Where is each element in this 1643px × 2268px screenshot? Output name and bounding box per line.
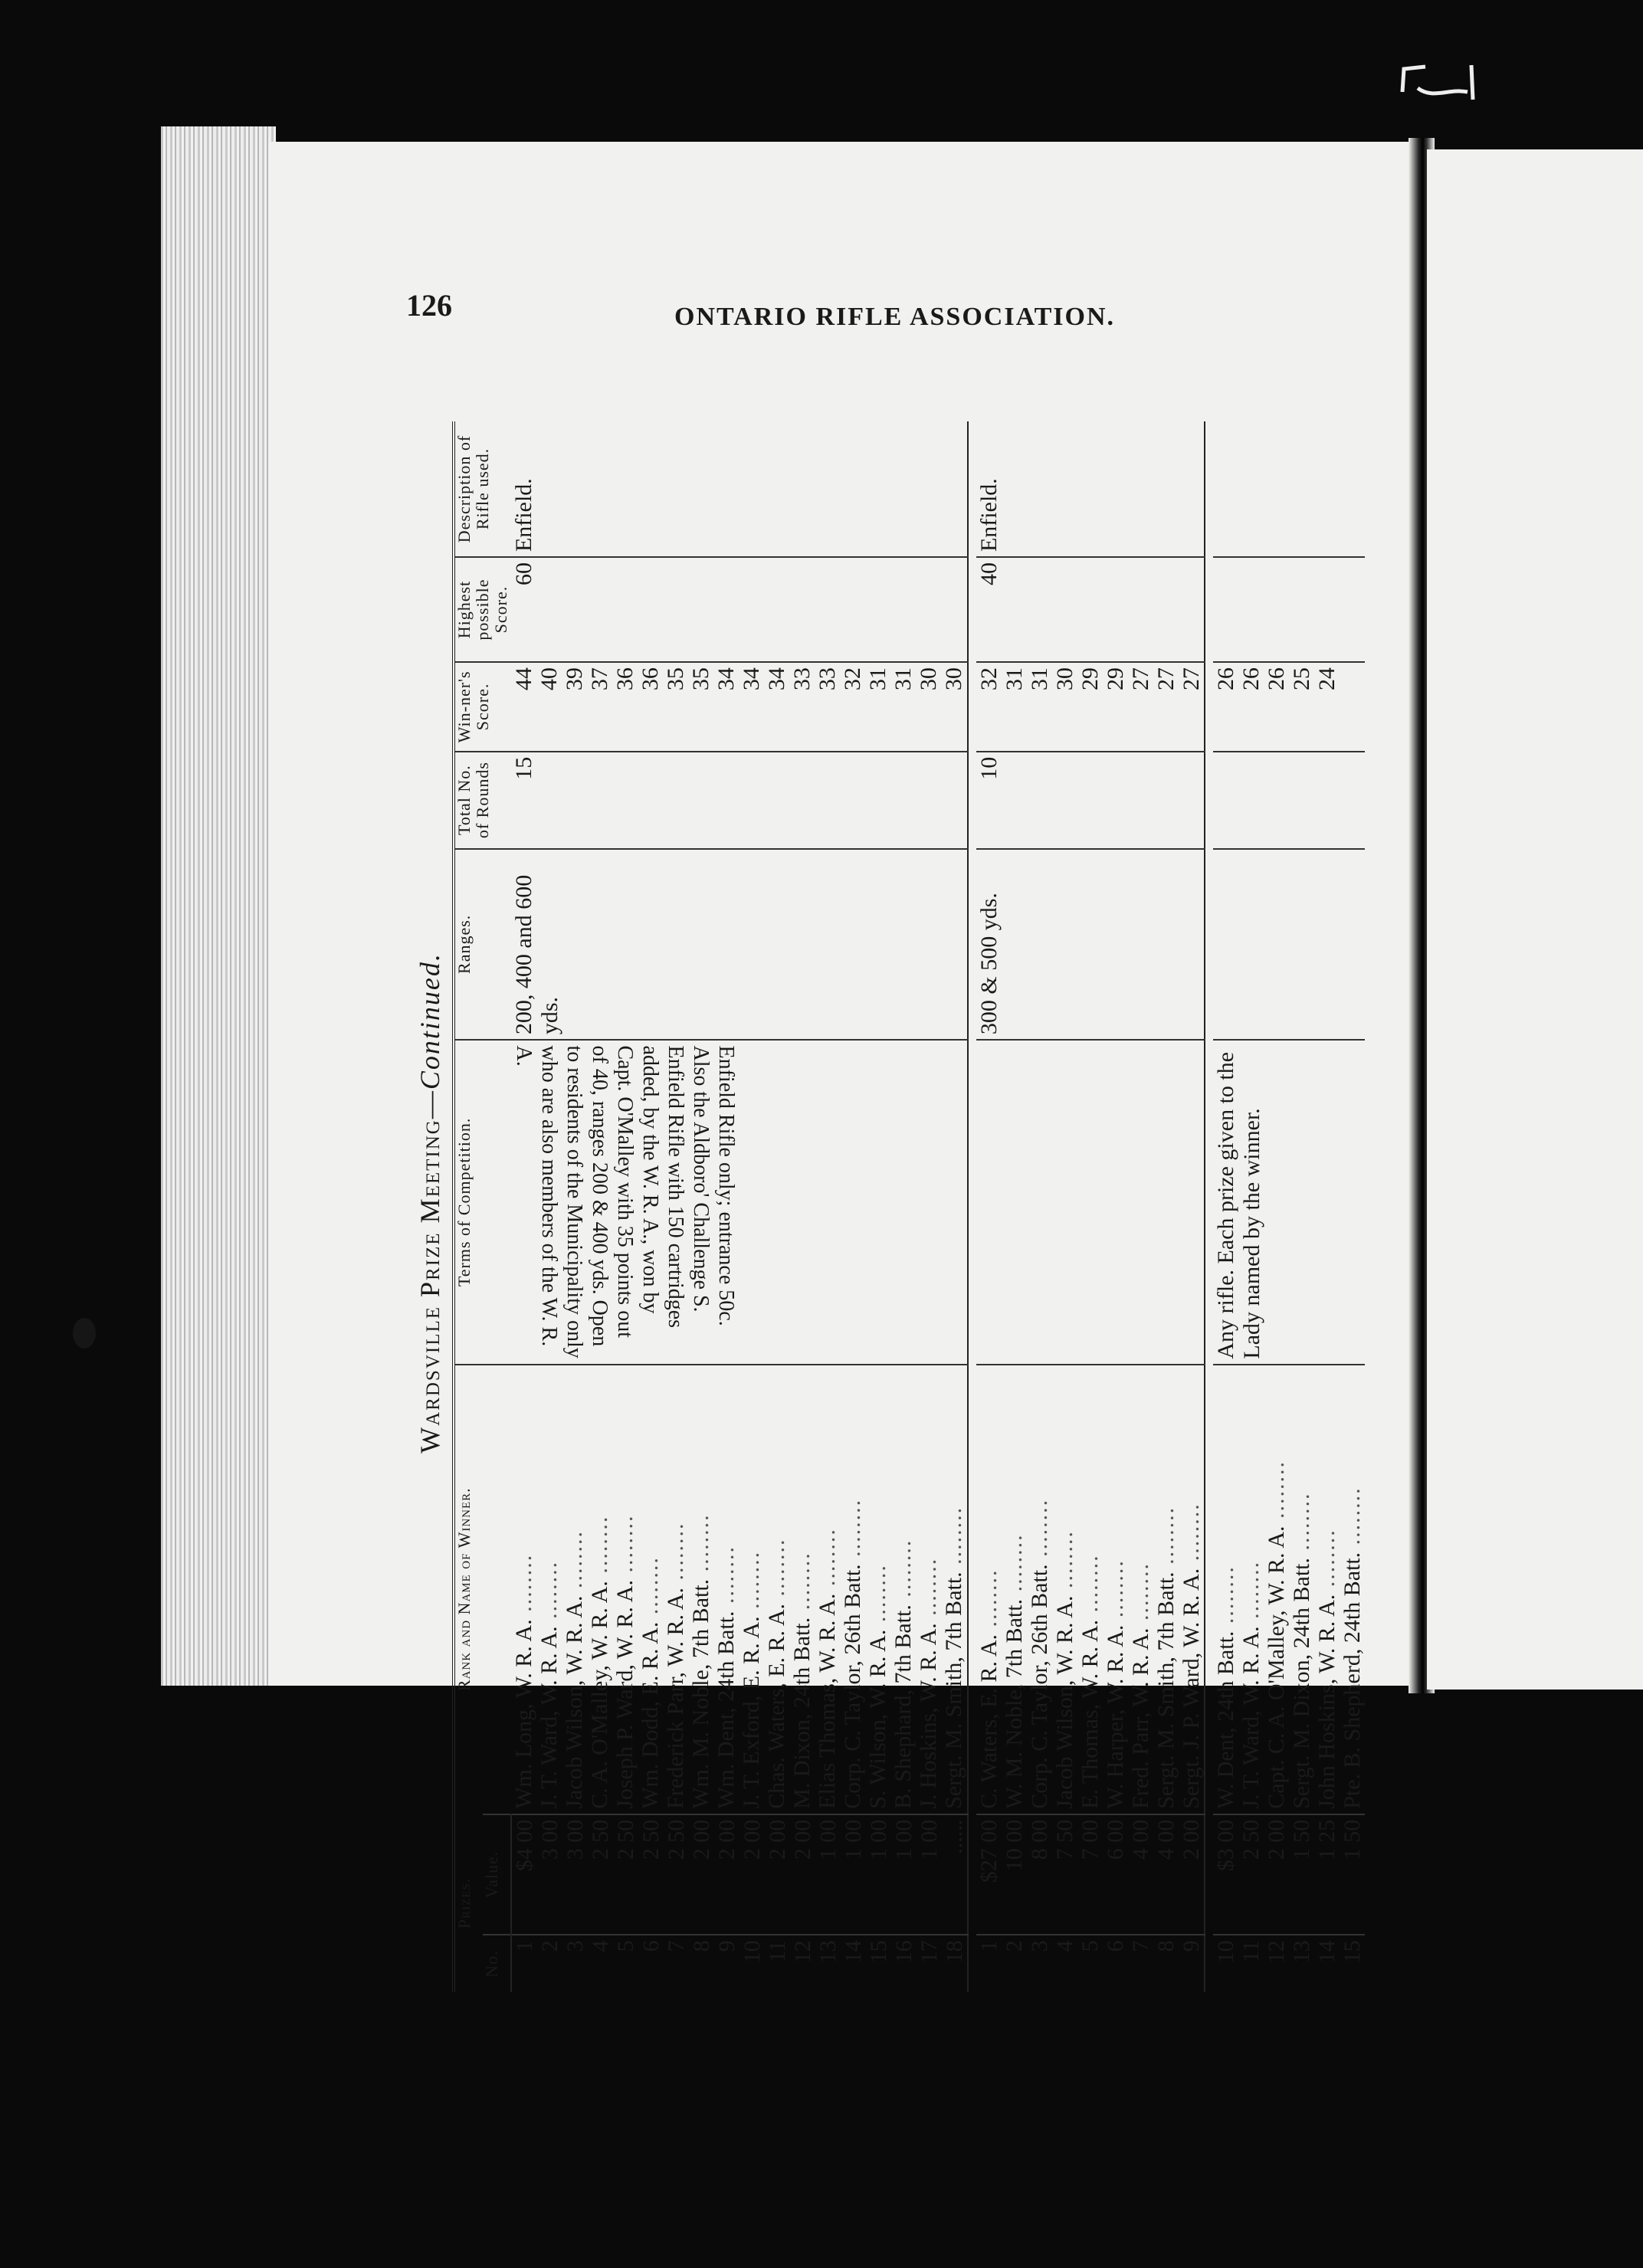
leader-dots: ........ bbox=[612, 1514, 638, 1581]
competition-block bbox=[1213, 421, 1365, 1992]
prize-value: 10 00 bbox=[1001, 1819, 1027, 1872]
winner-name: Sergt. M. Smith, 7th Batt. bbox=[1153, 1572, 1179, 1809]
prize-value: 7 50 bbox=[1051, 1819, 1077, 1860]
winner-entry bbox=[511, 1370, 536, 1809]
winner-score: 35 bbox=[687, 667, 713, 691]
prize-number: 2 bbox=[1001, 1940, 1027, 1952]
rifle-column bbox=[1213, 421, 1365, 557]
separator-cell bbox=[1205, 1040, 1213, 1365]
table-body bbox=[511, 421, 1365, 1992]
winner-entry bbox=[713, 1370, 739, 1809]
separator-cell bbox=[968, 662, 976, 752]
prize-number: 5 bbox=[612, 1940, 638, 1952]
prize-number: 6 bbox=[1102, 1940, 1128, 1952]
title-main: Wardsville Prize Meeting bbox=[415, 1119, 445, 1454]
terms-text: Any rifle. Each prize given to the Lady named by the winner. bbox=[1212, 1051, 1264, 1359]
competition-block bbox=[976, 421, 1205, 1992]
terms-column bbox=[976, 1040, 1205, 1365]
header-highest: Highest possible Score. bbox=[454, 557, 511, 662]
prize-number: 17 bbox=[916, 1940, 942, 1964]
prize-number: 13 bbox=[1288, 1940, 1314, 1964]
winner-name: Jacob Wilson, W. R. A. bbox=[1051, 1595, 1077, 1809]
winner-name: B. Shephard, 7th Batt. bbox=[890, 1604, 916, 1809]
winner-score: 30 bbox=[915, 667, 941, 691]
running-head: ONTARIO RIFLE ASSOCIATION. bbox=[674, 303, 1116, 331]
leader-dots: ........ bbox=[738, 1550, 764, 1617]
prize-value: 2 00 bbox=[1178, 1819, 1204, 1860]
winner-score: 37 bbox=[586, 667, 612, 691]
leader-dots: ........ bbox=[687, 1513, 713, 1579]
leader-dots: ........ bbox=[1263, 1460, 1289, 1526]
prize-value: $27 00 bbox=[976, 1819, 1002, 1883]
prize-number: 2 bbox=[536, 1940, 562, 1952]
rifle-column: Enfield. bbox=[976, 478, 1002, 552]
winner-entry bbox=[916, 1370, 941, 1809]
separator-cell bbox=[1205, 849, 1213, 1041]
prize-number: 11 bbox=[1238, 1940, 1264, 1963]
rounds-column bbox=[1213, 752, 1365, 849]
highest-column bbox=[1213, 557, 1365, 662]
prize-value: 2 00 bbox=[789, 1819, 815, 1860]
leader-dots: ........ bbox=[1127, 1562, 1153, 1628]
prize-number: 9 bbox=[1178, 1940, 1204, 1952]
winner-column bbox=[511, 1365, 968, 1814]
winner-score: 33 bbox=[789, 667, 815, 691]
header-no: No. bbox=[483, 1935, 511, 1992]
leader-dots: ........ bbox=[814, 1528, 840, 1594]
score-column bbox=[511, 662, 968, 752]
winner-score: 36 bbox=[612, 667, 638, 691]
winner-score: 40 bbox=[536, 667, 562, 691]
prize-value: 2 50 bbox=[638, 1819, 664, 1860]
winner-name: J. Hoskins, W. R. A. bbox=[915, 1623, 941, 1809]
prize-value: 4 00 bbox=[1127, 1819, 1153, 1860]
winner-score: 44 bbox=[510, 667, 536, 691]
value-column bbox=[976, 1814, 1205, 1935]
winner-score: 33 bbox=[814, 667, 840, 691]
header-rifle: Description of Rifle used. bbox=[454, 434, 493, 543]
prize-number: 3 bbox=[562, 1940, 588, 1952]
separator-cell bbox=[968, 557, 976, 662]
score-column bbox=[1213, 662, 1365, 752]
winner-name: J. T. Ward, W. R. A. bbox=[536, 1626, 562, 1809]
header-ranges: Ranges. bbox=[454, 849, 511, 1041]
prize-number: 6 bbox=[638, 1940, 664, 1952]
separator-cell bbox=[1205, 752, 1213, 849]
prize-value: 2 00 bbox=[713, 1819, 740, 1860]
winner-name: Joseph P. Ward, W. R. A. bbox=[612, 1580, 638, 1809]
leader-dots: ........ bbox=[1051, 1530, 1077, 1596]
leader-dots: ........ bbox=[1178, 1503, 1204, 1568]
winner-entry bbox=[638, 1370, 663, 1809]
winner-column bbox=[1213, 1365, 1365, 1814]
winner-name: W. M. Noble, 7th Batt. bbox=[1001, 1598, 1027, 1809]
separator-cell bbox=[968, 1365, 976, 1814]
rotated-table-block bbox=[398, 383, 1365, 2023]
terms-text: Enfield Rifle only; entrance 50c. Also the Aldboro' Challenge S. Enfield Rifle with 150 cartridges added, by the W. R. A., won by Capt. O'Malley with 35 points out of 40, ranges 200 & 400 yds. Open to residents of the Municipality only who are also members of the W. R. A. bbox=[511, 1045, 738, 1359]
winner-entry bbox=[1289, 1370, 1314, 1809]
winner-name: J. T. Ward, W. R. A. bbox=[1238, 1626, 1264, 1809]
leader-dots: ........ bbox=[1102, 1559, 1128, 1625]
prize-value: $3 00 bbox=[1212, 1819, 1238, 1872]
highest-column: 40 bbox=[976, 557, 1205, 662]
prize-value: 1 00 bbox=[840, 1819, 866, 1860]
winner-score: 35 bbox=[662, 667, 688, 691]
prize-number: 4 bbox=[587, 1940, 613, 1952]
prize-number: 16 bbox=[890, 1940, 917, 1964]
winner-name: Elias Thomas, W. R. A. bbox=[814, 1593, 840, 1809]
winner-name: Capt. C. A. O'Malley, W. R. A. bbox=[1263, 1526, 1289, 1809]
winner-name: Sergt. M. Smith, 7th Batt. bbox=[940, 1572, 966, 1809]
winner-name: Sergt. M. Dixon, 24th Batt. bbox=[1288, 1558, 1314, 1809]
winner-score: 31 bbox=[1001, 667, 1027, 691]
competition-block bbox=[511, 421, 968, 1992]
winner-score: 24 bbox=[1313, 667, 1340, 691]
winner-score: 34 bbox=[763, 667, 789, 691]
winner-name: Jacob Wilson, W. R. A. bbox=[561, 1595, 587, 1809]
separator-cell bbox=[1205, 557, 1213, 662]
winner-score: 34 bbox=[713, 667, 739, 691]
no-column bbox=[976, 1935, 1205, 1992]
winner-entry bbox=[865, 1370, 890, 1809]
winner-entry bbox=[1027, 1370, 1052, 1809]
book-page-edges bbox=[161, 126, 276, 1686]
title-continued: Continued. bbox=[415, 952, 445, 1090]
separator-cell bbox=[968, 1935, 976, 1992]
winner-score: 34 bbox=[738, 667, 764, 691]
prize-number: 9 bbox=[713, 1940, 740, 1952]
leader-dots: ........ bbox=[713, 1545, 739, 1611]
prize-number: 14 bbox=[840, 1940, 866, 1964]
prize-value: 3 00 bbox=[562, 1819, 588, 1860]
leader-dots: ........ bbox=[1212, 1565, 1238, 1631]
page-number: 126 bbox=[406, 288, 452, 323]
value-column bbox=[511, 1814, 968, 1935]
separator-cell bbox=[968, 1814, 976, 1935]
prize-value: 7 00 bbox=[1077, 1819, 1103, 1860]
prize-value: 2 00 bbox=[688, 1819, 714, 1860]
winner-entry bbox=[612, 1370, 638, 1809]
winner-score: 27 bbox=[1178, 667, 1204, 691]
no-column bbox=[511, 1935, 968, 1992]
prize-value: 1 00 bbox=[916, 1819, 942, 1860]
rounds-column: 10 bbox=[976, 752, 1205, 849]
winner-entry bbox=[976, 1370, 1002, 1809]
winner-entry bbox=[840, 1370, 865, 1809]
header-terms: Terms of Competition. bbox=[454, 1040, 511, 1365]
winner-column bbox=[976, 1365, 1205, 1814]
prize-value: 1 50 bbox=[1339, 1819, 1365, 1860]
leader-dots: ........ bbox=[976, 1568, 1002, 1634]
ranges-column: 200, 400 and 600 yds. bbox=[511, 849, 968, 1041]
score-column bbox=[976, 662, 1205, 752]
winner-name: C. Waters, E. R. A. bbox=[976, 1634, 1002, 1809]
leader-dots: ........ bbox=[940, 1506, 966, 1572]
prize-number: 7 bbox=[663, 1940, 689, 1952]
winner-name: Frederick Parr, W. R. A. bbox=[662, 1588, 688, 1809]
prize-value: 8 00 bbox=[1026, 1819, 1052, 1860]
winner-score: 25 bbox=[1288, 667, 1314, 691]
winner-score: 36 bbox=[637, 667, 663, 691]
winner-score: 30 bbox=[1051, 667, 1077, 691]
winner-score: 39 bbox=[561, 667, 587, 691]
winner-entry bbox=[941, 1370, 966, 1809]
leader-dots: ........ bbox=[662, 1522, 688, 1588]
winner-score: 30 bbox=[940, 667, 966, 691]
prize-number: 10 bbox=[739, 1940, 765, 1964]
leader-dots: ........ bbox=[1288, 1492, 1314, 1558]
separator-cell bbox=[968, 421, 976, 557]
winner-entry bbox=[587, 1370, 612, 1809]
header-value: Value. bbox=[483, 1814, 511, 1935]
winner-entry bbox=[1077, 1370, 1103, 1809]
prize-value: 2 00 bbox=[764, 1819, 790, 1860]
value-column bbox=[1213, 1814, 1365, 1935]
winner-entry bbox=[764, 1370, 789, 1809]
winner-name: E. Thomas, W. R. A. bbox=[1077, 1619, 1103, 1809]
prize-value: 6 00 bbox=[1102, 1819, 1128, 1860]
winner-name: Wm. Dent, 24th Batt. bbox=[713, 1611, 739, 1809]
prize-value: 2 50 bbox=[587, 1819, 613, 1860]
leader-dots: ........ bbox=[1077, 1554, 1103, 1620]
leader-dots: ........ bbox=[1238, 1560, 1264, 1627]
leader-dots: ........ bbox=[1026, 1498, 1052, 1565]
title-separator: — bbox=[415, 1090, 445, 1119]
winner-entry bbox=[1314, 1370, 1340, 1809]
paper-smudge bbox=[73, 1318, 96, 1349]
winner-entry bbox=[1128, 1370, 1153, 1809]
winner-entry bbox=[536, 1370, 562, 1809]
prize-number: 1 bbox=[511, 1940, 537, 1952]
leader-dots: ........ bbox=[839, 1498, 865, 1565]
winner-entry bbox=[562, 1370, 587, 1809]
prize-value: 2 00 bbox=[739, 1819, 765, 1860]
winner-entry bbox=[1052, 1370, 1077, 1809]
leader-dots: ........ bbox=[586, 1515, 612, 1581]
prize-table bbox=[452, 421, 1365, 1992]
winner-entry bbox=[739, 1370, 764, 1809]
prize-value: 1 00 bbox=[815, 1819, 841, 1860]
prize-number: 14 bbox=[1313, 1940, 1340, 1964]
highest-column: 60 bbox=[511, 557, 968, 662]
prize-value: 1 00 bbox=[865, 1819, 891, 1860]
winner-entry bbox=[890, 1370, 916, 1809]
header-rank-name: Rank and Name of Winner. bbox=[454, 1365, 511, 1814]
prize-number: 13 bbox=[815, 1940, 841, 1964]
no-column bbox=[1213, 1935, 1365, 1992]
winner-score: 26 bbox=[1238, 667, 1264, 691]
prize-value: $4 00 bbox=[511, 1819, 537, 1872]
leader-dots: ........ bbox=[536, 1560, 562, 1627]
winner-name: Fred. Parr, W. R. A. bbox=[1127, 1627, 1153, 1809]
separator-cell bbox=[1205, 662, 1213, 752]
block-separator bbox=[968, 421, 976, 1992]
winner-name: W. Dent, 24th Batt. bbox=[1212, 1631, 1238, 1809]
prize-number: 4 bbox=[1051, 1940, 1077, 1952]
winner-entry bbox=[815, 1370, 840, 1809]
separator-cell bbox=[968, 752, 976, 849]
handwritten-mark bbox=[1395, 57, 1510, 103]
prize-value: 1 25 bbox=[1313, 1819, 1340, 1860]
winner-entry bbox=[789, 1370, 815, 1809]
winner-name: Pte. B. Shepherd, 24th Batt. bbox=[1339, 1552, 1365, 1809]
winner-score: 27 bbox=[1153, 667, 1179, 691]
leader-dots: ........ bbox=[1001, 1533, 1027, 1599]
winner-name: S. Wilson, W. R. A. bbox=[864, 1629, 890, 1809]
leader-dots: ........ bbox=[1153, 1506, 1179, 1572]
prize-value: 1 00 bbox=[890, 1819, 917, 1860]
winner-name: W. Harper, W. R. A. bbox=[1102, 1624, 1128, 1809]
prize-number: 5 bbox=[1077, 1940, 1103, 1952]
prize-number: 3 bbox=[1026, 1940, 1052, 1952]
prize-number: 8 bbox=[1153, 1940, 1179, 1952]
prize-number: 8 bbox=[688, 1940, 714, 1952]
winner-score: 26 bbox=[1263, 667, 1289, 691]
header-score: Win-ner's Score. bbox=[454, 662, 511, 752]
winner-score: 29 bbox=[1102, 667, 1128, 691]
prize-value: 1 50 bbox=[1288, 1819, 1314, 1860]
header-rounds: Total No. of Rounds bbox=[454, 752, 511, 849]
winner-name: Corp. C. Taylor, 26th Batt. bbox=[1026, 1564, 1052, 1809]
winner-entry bbox=[1213, 1370, 1238, 1809]
prize-number: 7 bbox=[1127, 1940, 1153, 1952]
winner-name: M. Dixon, 24th Batt. bbox=[789, 1617, 815, 1809]
winner-name: Wm. M. Noble, 7th Batt. bbox=[687, 1578, 713, 1809]
winner-score: 32 bbox=[976, 667, 1002, 691]
prize-number: 12 bbox=[1263, 1940, 1289, 1964]
winner-score: 32 bbox=[839, 667, 865, 691]
leader-dots: ........ bbox=[915, 1557, 941, 1624]
prize-value: 2 50 bbox=[612, 1819, 638, 1860]
winner-entry bbox=[1103, 1370, 1128, 1809]
table-title bbox=[414, 383, 446, 2023]
winner-name: C. A. O'Malley, W. R. A. bbox=[586, 1581, 612, 1809]
prize-value: 3 00 bbox=[536, 1819, 562, 1860]
winner-score: 29 bbox=[1077, 667, 1103, 691]
winner-name: Sergt. J. P. Ward, W. R. A. bbox=[1178, 1568, 1204, 1809]
leader-dots: ........ bbox=[890, 1539, 916, 1605]
winner-name: Wm. Dodd, E. R. A. bbox=[637, 1621, 663, 1809]
leader-dots: ........ bbox=[864, 1564, 890, 1630]
leader-dots: ........ bbox=[510, 1553, 536, 1620]
separator-cell bbox=[1205, 1935, 1213, 1992]
winner-name: Wm. Long, W. R. A. bbox=[510, 1619, 536, 1809]
prize-value: ...... bbox=[941, 1819, 967, 1854]
separator-cell bbox=[1205, 1365, 1213, 1814]
right-page bbox=[1427, 149, 1643, 1690]
prize-number: 15 bbox=[1339, 1940, 1365, 1964]
winner-entry bbox=[1264, 1370, 1289, 1809]
prize-value: 4 00 bbox=[1153, 1819, 1179, 1860]
separator-cell bbox=[968, 849, 976, 1041]
winner-name: J. T. Exford, E. R. A. bbox=[738, 1616, 764, 1809]
winner-entry bbox=[688, 1370, 713, 1809]
ranges-column: 300 & 500 yds. bbox=[976, 849, 1205, 1041]
separator-cell bbox=[1205, 421, 1213, 557]
winner-name: Corp. C. Taylor, 26th Batt. bbox=[839, 1564, 865, 1809]
winner-score: 26 bbox=[1212, 667, 1238, 691]
leader-dots: ........ bbox=[1339, 1486, 1365, 1552]
winner-entry bbox=[1002, 1370, 1027, 1809]
block-separator bbox=[1205, 421, 1213, 1992]
terms-column bbox=[1213, 1040, 1365, 1365]
separator-cell bbox=[968, 1040, 976, 1365]
ranges-column bbox=[1213, 849, 1365, 1041]
winner-entry bbox=[663, 1370, 688, 1809]
winner-score: 31 bbox=[864, 667, 890, 691]
winner-score: 31 bbox=[1026, 667, 1052, 691]
prize-number: 12 bbox=[789, 1940, 815, 1964]
rifle-column: Enfield. bbox=[510, 478, 536, 552]
winner-score: 31 bbox=[890, 667, 916, 691]
prize-value: 2 50 bbox=[663, 1819, 689, 1860]
header-prizes: Prizes. bbox=[454, 1877, 474, 1929]
prize-number: 15 bbox=[865, 1940, 891, 1964]
leader-dots: ........ bbox=[763, 1538, 789, 1604]
separator-cell bbox=[1205, 1814, 1213, 1935]
prize-value: 2 00 bbox=[1263, 1819, 1289, 1860]
winner-score: 27 bbox=[1127, 667, 1153, 691]
winner-name: John Hoskins, W. R. A. bbox=[1313, 1594, 1340, 1809]
leader-dots: ........ bbox=[1313, 1529, 1340, 1594]
leader-dots: ........ bbox=[637, 1556, 663, 1622]
prize-number: 11 bbox=[764, 1940, 790, 1963]
winner-entry bbox=[1340, 1370, 1365, 1809]
rounds-column: 15 bbox=[511, 752, 968, 849]
terms-column bbox=[511, 1040, 968, 1365]
winner-name: Chas. Waters, E. R. A. bbox=[763, 1603, 789, 1809]
winner-entry bbox=[1179, 1370, 1204, 1809]
prize-number: 18 bbox=[941, 1940, 967, 1964]
prize-number: 10 bbox=[1212, 1940, 1238, 1964]
winner-entry bbox=[1153, 1370, 1179, 1809]
leader-dots: ........ bbox=[561, 1530, 587, 1596]
leader-dots: ........ bbox=[789, 1552, 815, 1617]
winner-entry bbox=[1238, 1370, 1264, 1809]
prize-value: 2 50 bbox=[1238, 1819, 1264, 1860]
prize-number: 1 bbox=[976, 1940, 1002, 1952]
